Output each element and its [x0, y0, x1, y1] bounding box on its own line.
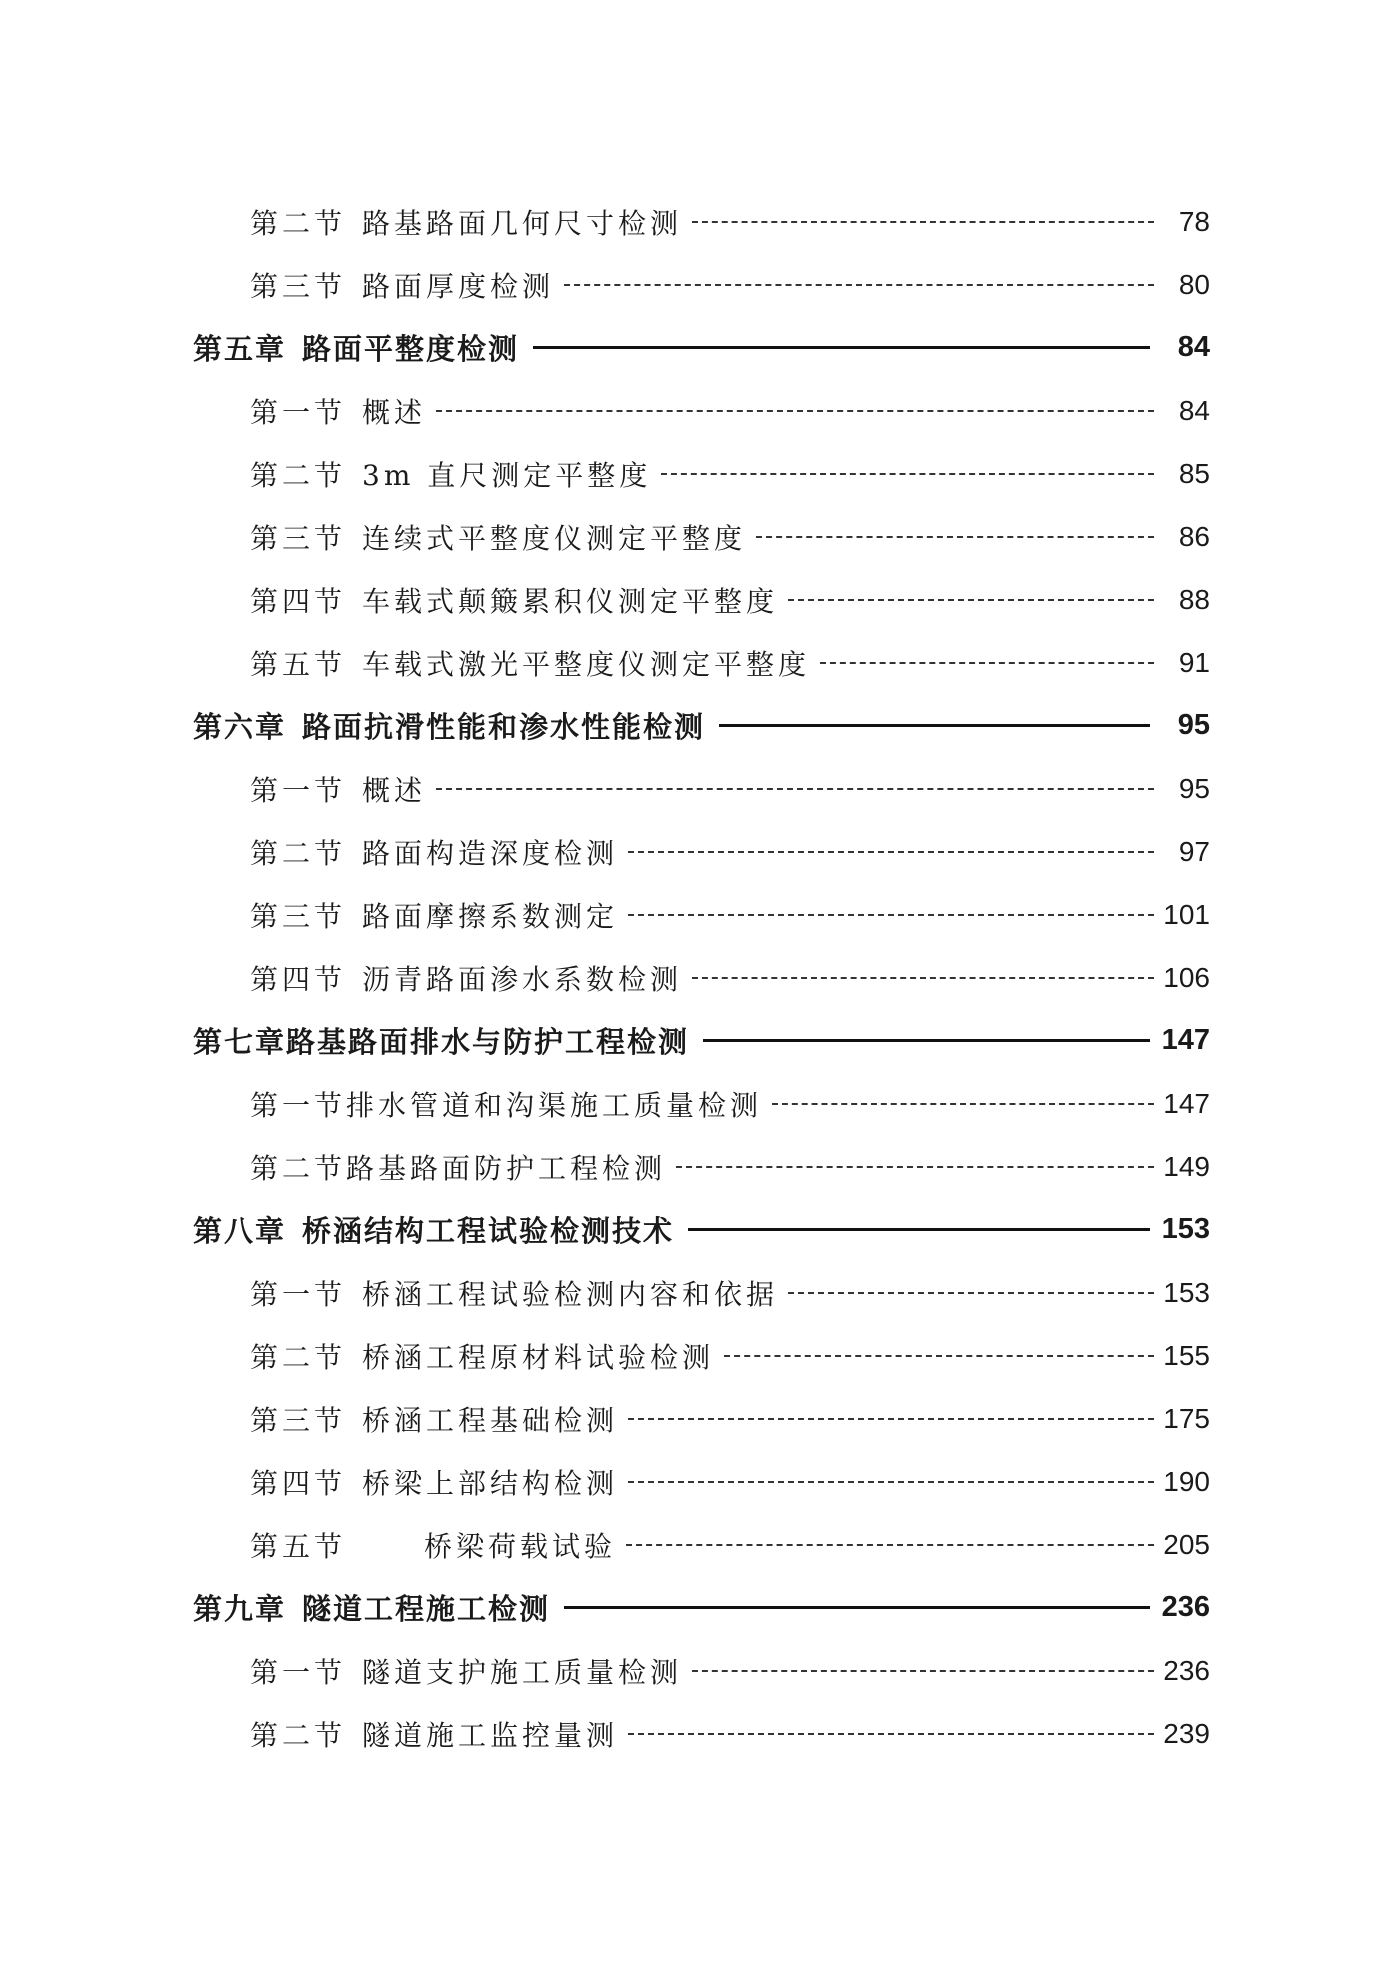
- section-number: 第二节: [250, 1718, 347, 1752]
- page-number: 95: [1177, 709, 1210, 741]
- page-number: 86: [1178, 520, 1210, 552]
- leader-line: [564, 1606, 1150, 1609]
- section-number: 第四节: [250, 962, 347, 996]
- toc-section-entry[interactable]: [0, 568, 1391, 631]
- section-number: 第二节: [250, 836, 347, 870]
- leader-line: [756, 536, 1154, 538]
- section-title: 概述: [362, 773, 427, 807]
- leader-line: [772, 1103, 1154, 1105]
- section-number: 第一节: [250, 1655, 347, 1689]
- page-number: 101: [1163, 898, 1210, 930]
- chapter-title: 路面抗滑性能和渗水性能检测: [302, 710, 706, 744]
- section-title: 桥涵工程试验检测内容和依据: [362, 1277, 779, 1311]
- section-title: 隧道施工监控量测: [362, 1718, 619, 1752]
- toc-section-entry[interactable]: [0, 1387, 1391, 1450]
- leader-line: [628, 851, 1154, 853]
- section-title: 3m 直尺测定平整度: [362, 458, 652, 492]
- page-number: 84: [1178, 394, 1210, 426]
- toc-section-entry[interactable]: [0, 253, 1391, 316]
- section-title: 路面构造深度检测: [362, 836, 619, 870]
- toc-chapter-entry[interactable]: [0, 694, 1391, 757]
- page-number: 149: [1163, 1150, 1210, 1182]
- chapter-title: 桥涵结构工程试验检测技术: [302, 1214, 675, 1248]
- leader-line: [628, 1481, 1154, 1483]
- toc-chapter-entry[interactable]: [0, 316, 1391, 379]
- toc-section-entry[interactable]: [0, 1261, 1391, 1324]
- section-title: 沥青路面渗水系数检测: [362, 962, 683, 996]
- page-number: 236: [1163, 1654, 1210, 1686]
- chapter-number: 第六章: [193, 710, 287, 744]
- section-number: 第一节: [250, 773, 347, 807]
- section-title: 车载式激光平整度仪测定平整度: [362, 647, 811, 681]
- toc-section-entry[interactable]: [0, 820, 1391, 883]
- page-number: 97: [1178, 835, 1210, 867]
- leader-line: [533, 346, 1150, 349]
- section-title: 隧道支护施工质量检测: [362, 1655, 683, 1689]
- section-title: 路基路面防护工程检测: [346, 1151, 667, 1185]
- chapter-number: 第九章: [193, 1592, 287, 1626]
- toc-section-entry[interactable]: [0, 1135, 1391, 1198]
- leader-line: [703, 1039, 1150, 1042]
- section-number: 第一节: [250, 395, 347, 429]
- toc-section-entry[interactable]: [0, 946, 1391, 1009]
- page-number: 147: [1163, 1087, 1210, 1119]
- leader-line: [724, 1355, 1154, 1357]
- section-title: 概述: [362, 395, 427, 429]
- section-number: 第五节: [250, 1529, 347, 1563]
- page-number: 153: [1161, 1213, 1210, 1245]
- section-number: 第四节: [250, 584, 347, 618]
- section-number: 第四节: [250, 1466, 347, 1500]
- section-title: 连续式平整度仪测定平整度: [362, 521, 747, 555]
- section-title: 桥梁上部结构检测: [362, 1466, 619, 1500]
- leader-line: [661, 473, 1154, 475]
- page-number: 147: [1161, 1024, 1210, 1056]
- leader-line: [692, 1670, 1154, 1672]
- section-title: 路面厚度检测: [362, 269, 555, 303]
- toc-section-entry[interactable]: [0, 379, 1391, 442]
- page-number: 190: [1163, 1465, 1210, 1497]
- toc-chapter-entry[interactable]: [0, 1198, 1391, 1261]
- section-number: 第三节: [250, 1403, 347, 1437]
- page-number: 88: [1178, 583, 1210, 615]
- section-number: 第二节: [250, 206, 347, 240]
- page-number: 84: [1177, 331, 1210, 363]
- chapter-title: 隧道工程施工检测: [302, 1592, 551, 1626]
- chapter-number: 第七章: [193, 1025, 287, 1059]
- chapter-number: 第五章: [193, 332, 287, 366]
- toc-section-entry[interactable]: [0, 1072, 1391, 1135]
- section-number: 第一节: [250, 1088, 347, 1122]
- toc-section-entry[interactable]: [0, 883, 1391, 946]
- section-title: 桥涵工程基础检测: [362, 1403, 619, 1437]
- toc-section-entry[interactable]: [0, 190, 1391, 253]
- leader-line: [719, 724, 1150, 727]
- section-number: 第二节: [250, 1340, 347, 1374]
- page-number: 78: [1178, 205, 1210, 237]
- leader-line: [788, 599, 1154, 601]
- leader-line: [628, 1418, 1154, 1420]
- leader-line: [692, 221, 1154, 223]
- page-number: 205: [1163, 1528, 1210, 1560]
- leader-line: [628, 1733, 1154, 1735]
- section-number: 第三节: [250, 521, 347, 555]
- section-title: 路基路面几何尺寸检测: [362, 206, 683, 240]
- leader-line: [820, 662, 1154, 664]
- toc-chapter-entry[interactable]: [0, 1576, 1391, 1639]
- toc-section-entry[interactable]: [0, 442, 1391, 505]
- toc-section-entry[interactable]: [0, 505, 1391, 568]
- page-number: 175: [1163, 1402, 1210, 1434]
- section-title: 排水管道和沟渠施工质量检测: [346, 1088, 763, 1122]
- toc-section-entry[interactable]: [0, 1450, 1391, 1513]
- page-number: 153: [1163, 1276, 1210, 1308]
- chapter-number: 第八章: [193, 1214, 287, 1248]
- page-number: 80: [1178, 268, 1210, 300]
- page-number: 85: [1178, 457, 1210, 489]
- toc-section-entry[interactable]: [0, 1513, 1391, 1576]
- page-number: 155: [1163, 1339, 1210, 1371]
- leader-line: [626, 1544, 1154, 1546]
- toc-section-entry[interactable]: [0, 1324, 1391, 1387]
- section-number: 第三节: [250, 269, 347, 303]
- toc-chapter-entry[interactable]: [0, 1009, 1391, 1072]
- section-number: 第五节: [250, 647, 347, 681]
- leader-line: [436, 788, 1154, 790]
- toc-section-entry[interactable]: [0, 757, 1391, 820]
- page-number: 236: [1161, 1591, 1210, 1623]
- section-title: 路面摩擦系数测定: [362, 899, 619, 933]
- leader-line: [788, 1292, 1154, 1294]
- leader-line: [436, 410, 1154, 412]
- chapter-title: 路面平整度检测: [302, 332, 520, 366]
- page-number: 239: [1163, 1717, 1210, 1749]
- page-number: 106: [1163, 961, 1210, 993]
- section-number: 第二节: [250, 1151, 347, 1185]
- table-of-contents: [0, 190, 1391, 1765]
- leader-line: [628, 914, 1154, 916]
- toc-section-entry[interactable]: [0, 1639, 1391, 1702]
- chapter-title: 路基路面排水与防护工程检测: [286, 1025, 690, 1059]
- section-number: 第三节: [250, 899, 347, 933]
- leader-line: [676, 1166, 1154, 1168]
- toc-section-entry[interactable]: [0, 631, 1391, 694]
- section-number: 第二节: [250, 458, 347, 492]
- toc-section-entry[interactable]: [0, 1702, 1391, 1765]
- page-number: 91: [1178, 646, 1210, 678]
- page-number: 95: [1178, 772, 1210, 804]
- section-title: 车载式颠簸累积仪测定平整度: [362, 584, 779, 618]
- section-title: 桥梁荷载试验: [424, 1529, 617, 1563]
- leader-line: [564, 284, 1154, 286]
- leader-line: [692, 977, 1154, 979]
- leader-line: [688, 1228, 1150, 1231]
- section-title: 桥涵工程原材料试验检测: [362, 1340, 715, 1374]
- section-number: 第一节: [250, 1277, 347, 1311]
